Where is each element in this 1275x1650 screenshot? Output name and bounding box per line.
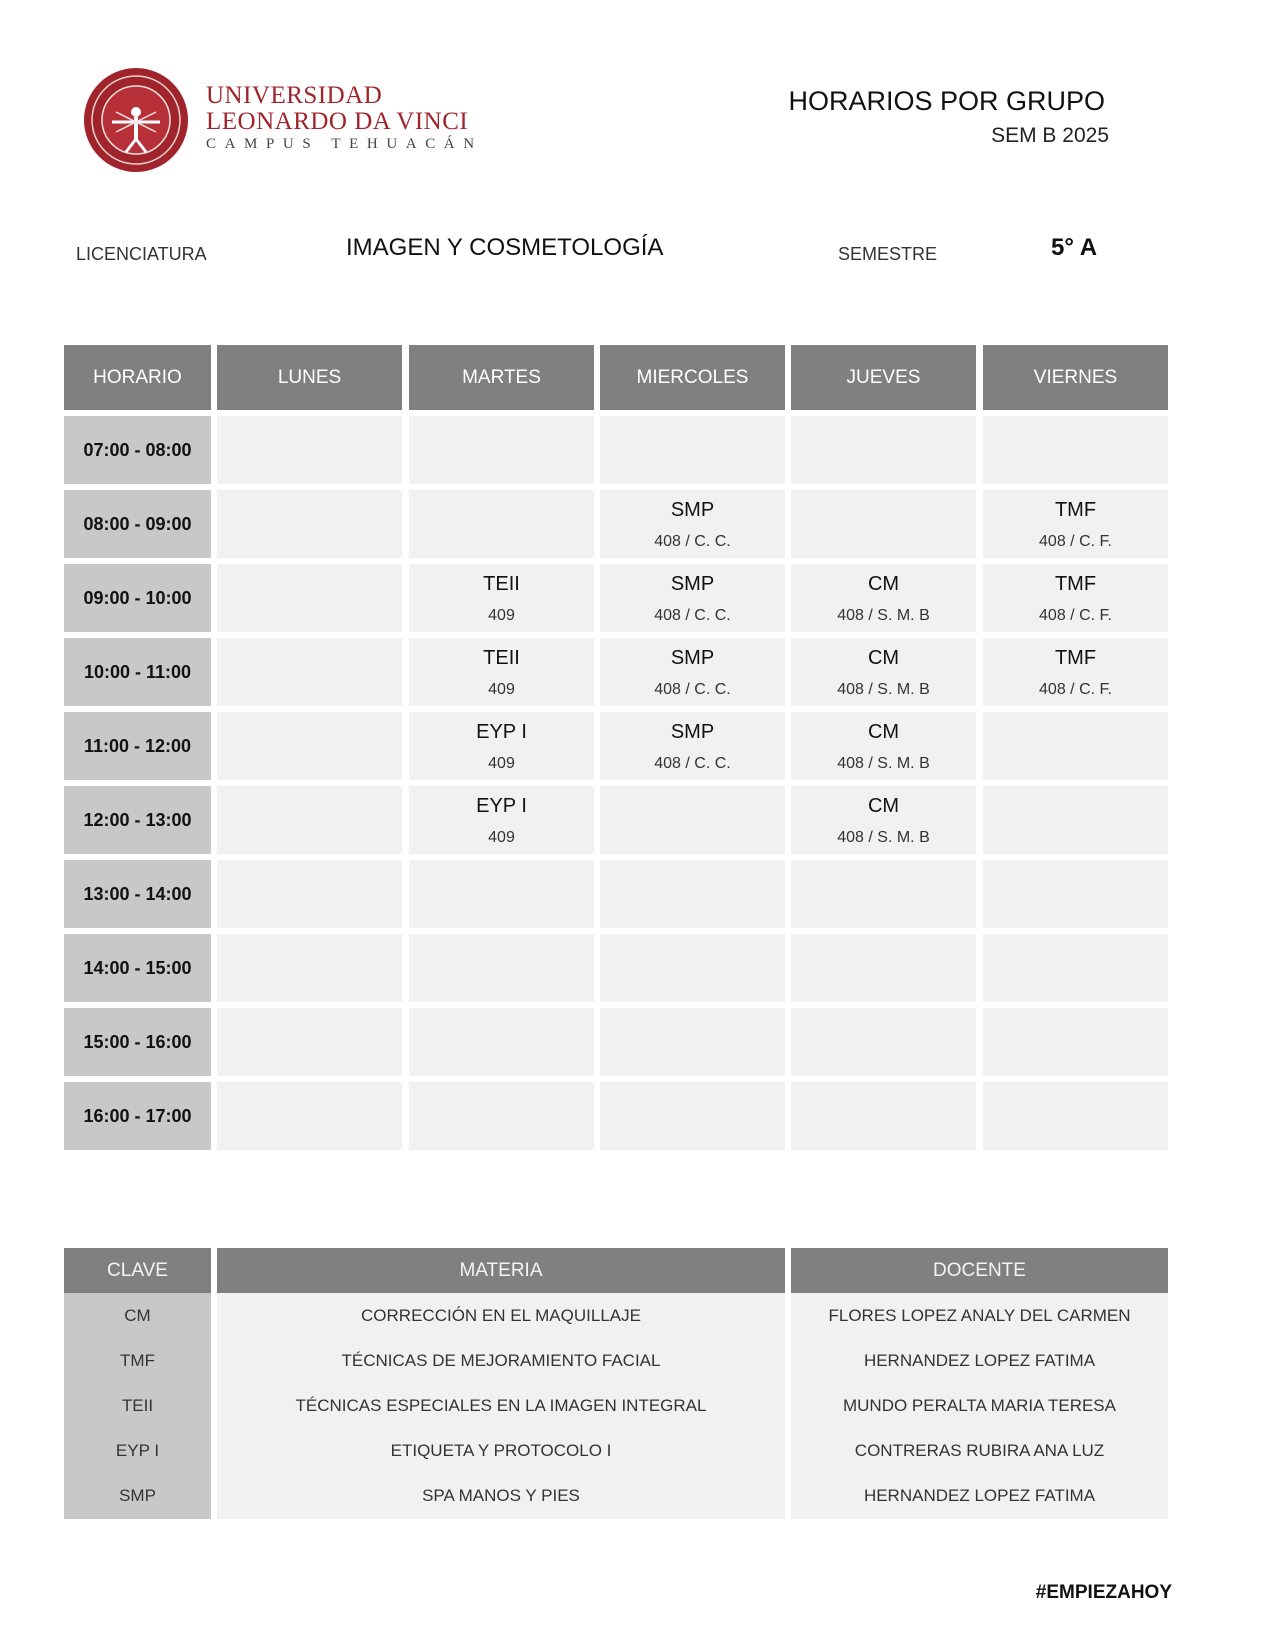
class-room: 408 / C. C. [654, 533, 731, 550]
logo-line-3: CAMPUS TEHUACÁN [206, 136, 483, 152]
schedule-cell [217, 564, 402, 632]
schedule-cell [600, 934, 785, 1002]
schedule-cell [791, 490, 976, 558]
schedule-cell [217, 1082, 402, 1150]
schedule-cell [217, 934, 402, 1002]
schedule-cell [983, 416, 1168, 484]
header-day-2: MIERCOLES [600, 345, 785, 410]
schedule-cell [600, 638, 785, 706]
class-code: SMP [670, 499, 715, 521]
schedule-cell [600, 712, 785, 780]
schedule-cell [791, 860, 976, 928]
class-code: CM [867, 647, 900, 669]
legend-materia: TÉCNICAS DE MEJORAMIENTO FACIAL [341, 1350, 661, 1370]
schedule-cell [217, 1008, 402, 1076]
schedule-cell [983, 638, 1168, 706]
schedule-cell [409, 416, 594, 484]
document-title: HORARIOS POR GRUPO [788, 86, 1105, 116]
schedule-cell [217, 786, 402, 854]
header-day-1: MARTES [409, 345, 594, 410]
header-day-3: JUEVES [791, 345, 976, 410]
legend-column-clave [64, 1293, 211, 1519]
university-seal-icon [82, 66, 190, 174]
class-room: 408 / S. M. B [837, 829, 930, 846]
legend-header-docente: DOCENTE [791, 1248, 1168, 1293]
logo-line-1: UNIVERSIDAD [206, 82, 383, 109]
class-room: 409 [488, 607, 515, 624]
schedule-cell [217, 490, 402, 558]
class-room: 408 / S. M. B [837, 607, 930, 624]
schedule-cell [791, 712, 976, 780]
legend-materia: SPA MANOS Y PIES [422, 1485, 580, 1505]
logo-line-2: LEONARDO DA VINCI [206, 108, 469, 135]
legend-materia: CORRECCIÓN EN EL MAQUILLAJE [361, 1305, 641, 1325]
schedule-cell [600, 416, 785, 484]
legend-column-docente [791, 1293, 1168, 1519]
class-code: TMF [1054, 647, 1097, 669]
legend-docente: MUNDO PERALTA MARIA TERESA [842, 1395, 1116, 1415]
time-slot: 10:00 - 11:00 [64, 638, 211, 706]
legend-docente: HERNANDEZ LOPEZ FATIMA [863, 1350, 1096, 1370]
class-code: TMF [1054, 573, 1097, 595]
class-code: CM [867, 721, 900, 743]
header-day-0: LUNES [217, 345, 402, 410]
time-slot: 13:00 - 14:00 [64, 860, 211, 928]
legend-materia: TÉCNICAS ESPECIALES EN LA IMAGEN INTEGRAL [295, 1395, 707, 1415]
schedule-cell [409, 638, 594, 706]
class-room: 408 / C. F. [1039, 533, 1112, 550]
footer-hashtag: #EMPIEZAHOY [1035, 1582, 1172, 1603]
class-code: CM [867, 573, 900, 595]
header-day-4: VIERNES [983, 345, 1168, 410]
class-code: SMP [670, 721, 715, 743]
licenciatura-value: IMAGEN Y COSMETOLOGÍA [346, 234, 664, 261]
schedule-cell [409, 860, 594, 928]
schedule-cell [409, 564, 594, 632]
schedule-cell [983, 786, 1168, 854]
schedule-cell [983, 564, 1168, 632]
class-code: EYP I [476, 795, 527, 817]
class-code: EYP I [476, 721, 527, 743]
legend-docente: CONTRERAS RUBIRA ANA LUZ [854, 1440, 1105, 1460]
schedule-cell [791, 638, 976, 706]
schedule-cell [983, 934, 1168, 1002]
schedule-cell [409, 934, 594, 1002]
class-room: 408 / S. M. B [837, 755, 930, 772]
schedule-cell [791, 786, 976, 854]
legend-docente: FLORES LOPEZ ANALY DEL CARMEN [828, 1305, 1131, 1325]
time-slot: 07:00 - 08:00 [64, 416, 211, 484]
schedule-cell [983, 712, 1168, 780]
schedule-cell [217, 860, 402, 928]
schedule-cell [600, 1008, 785, 1076]
schedule-cell [600, 860, 785, 928]
time-slot: 09:00 - 10:00 [64, 564, 211, 632]
legend-header-clave: CLAVE [64, 1248, 211, 1293]
time-slot: 14:00 - 15:00 [64, 934, 211, 1002]
legend-clave: SMP [119, 1485, 156, 1505]
schedule-cell [983, 490, 1168, 558]
schedule-cell [983, 1082, 1168, 1150]
time-slot: 11:00 - 12:00 [64, 712, 211, 780]
time-slot: 08:00 - 09:00 [64, 490, 211, 558]
legend-materia: ETIQUETA Y PROTOCOLO I [390, 1440, 612, 1460]
document-period: SEM B 2025 [991, 124, 1109, 147]
schedule-cell [409, 1082, 594, 1150]
legend-header-materia: MATERIA [217, 1248, 785, 1293]
schedule-cell [791, 934, 976, 1002]
schedule-cell [791, 1008, 976, 1076]
schedule-cell [600, 490, 785, 558]
legend-column-materia [217, 1293, 785, 1519]
schedule-cell [600, 786, 785, 854]
class-code: TEII [483, 573, 520, 595]
schedule-cell [791, 416, 976, 484]
class-room: 408 / C. C. [654, 681, 731, 698]
schedule-cell [791, 1082, 976, 1150]
class-room: 408 / C. C. [654, 755, 731, 772]
semestre-value: 5° A [1051, 234, 1098, 261]
schedule-cell [983, 1008, 1168, 1076]
schedule-cell [217, 712, 402, 780]
schedule-cell [409, 786, 594, 854]
class-code: SMP [670, 647, 715, 669]
class-room: 409 [488, 755, 515, 772]
schedule-cell [600, 1082, 785, 1150]
class-room: 408 / C. C. [654, 607, 731, 624]
legend-clave: TMF [120, 1350, 155, 1370]
legend-clave: EYP I [115, 1440, 160, 1460]
class-room: 408 / S. M. B [837, 681, 930, 698]
schedule-cell [791, 564, 976, 632]
schedule-cell [983, 860, 1168, 928]
schedule-cell [409, 490, 594, 558]
time-slot: 16:00 - 17:00 [64, 1082, 211, 1150]
time-slot: 12:00 - 13:00 [64, 786, 211, 854]
legend-clave: CM [124, 1305, 151, 1325]
class-room: 408 / C. F. [1039, 607, 1112, 624]
legend-clave: TEII [121, 1395, 154, 1415]
semestre-label: SEMESTRE [838, 244, 938, 264]
legend-docente: HERNANDEZ LOPEZ FATIMA [863, 1485, 1096, 1505]
licenciatura-label: LICENCIATURA [76, 244, 207, 264]
header-horario: HORARIO [64, 345, 211, 410]
class-room: 409 [488, 829, 515, 846]
schedule-cell [217, 638, 402, 706]
schedule-cell [409, 1008, 594, 1076]
class-code: SMP [670, 573, 715, 595]
class-code: TMF [1054, 499, 1097, 521]
schedule-cell [600, 564, 785, 632]
schedule-cell [217, 416, 402, 484]
class-room: 408 / C. F. [1039, 681, 1112, 698]
time-slot: 15:00 - 16:00 [64, 1008, 211, 1076]
class-code: TEII [483, 647, 520, 669]
class-code: CM [867, 795, 900, 817]
university-logo [82, 66, 483, 174]
class-room: 409 [488, 681, 515, 698]
schedule-cell [409, 712, 594, 780]
